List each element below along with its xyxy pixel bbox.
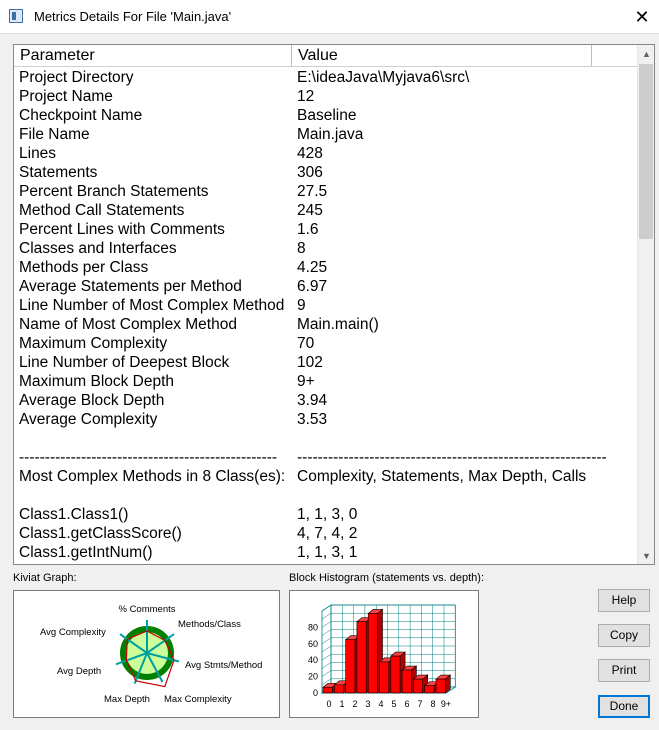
- table-row[interactable]: [14, 239, 638, 258]
- table-row[interactable]: [14, 391, 638, 410]
- window-title: Metrics Details For File 'Main.java': [34, 9, 232, 24]
- value-cell: Main.java: [297, 126, 364, 143]
- parameter-cell: Class1.getIntNum(): [19, 544, 153, 561]
- kiviat-caption: Kiviat Graph:: [13, 572, 77, 584]
- value-cell: 3.53: [297, 411, 328, 428]
- parameter-cell: File Name: [19, 126, 90, 143]
- value-cell: 12: [297, 88, 315, 105]
- table-row[interactable]: [14, 372, 638, 391]
- kiviat-label-max-depth: Max Depth: [104, 694, 150, 705]
- kiviat-label-avg-stmts: Avg Stmts/Method: [185, 660, 263, 671]
- parameter-cell: Line Number of Deepest Block: [19, 354, 230, 371]
- histogram-svg: [290, 591, 478, 717]
- histogram-caption: Block Histogram (statements vs. depth):: [289, 572, 485, 584]
- parameter-cell: Average Complexity: [19, 411, 158, 428]
- table-row[interactable]: [14, 410, 638, 429]
- table-row[interactable]: [14, 220, 638, 239]
- table-row[interactable]: [14, 106, 638, 125]
- histogram-x-tick-label: 0: [326, 699, 332, 709]
- value-cell: 3.94: [297, 392, 328, 409]
- parameter-cell: Classes and Interfaces: [19, 240, 177, 257]
- table-row[interactable]: [14, 201, 638, 220]
- scroll-thumb[interactable]: [639, 64, 653, 239]
- scroll-up-icon[interactable]: ▲: [642, 48, 651, 59]
- table-row[interactable]: [14, 144, 638, 163]
- close-button[interactable]: ✕: [634, 6, 650, 27]
- value-cell: 4, 7, 4, 2: [297, 525, 358, 542]
- value-cell: 1, 1, 3, 1: [297, 544, 358, 561]
- histogram-bar: [368, 613, 377, 693]
- parameter-cell: Average Block Depth: [19, 392, 165, 409]
- table-row[interactable]: [14, 505, 638, 524]
- histogram-x-tick-label: 1: [339, 699, 345, 709]
- value-cell: Baseline: [297, 107, 357, 124]
- table-row[interactable]: [14, 182, 638, 201]
- value-cell: Main.main(): [297, 316, 379, 333]
- histogram-x-tick-label: 7: [417, 699, 423, 709]
- kiviat-label-comments: % Comments: [118, 604, 176, 615]
- table-row[interactable]: [14, 467, 638, 486]
- print-button[interactable]: Print: [598, 659, 650, 682]
- histogram-y-tick-label: 0: [312, 688, 318, 698]
- value-cell: 245: [297, 202, 323, 219]
- histogram-y-tick-label: 20: [307, 671, 318, 682]
- value-cell: 102: [297, 354, 323, 371]
- table-row[interactable]: [14, 87, 638, 106]
- value-cell: 1, 1, 3, 0: [297, 506, 358, 523]
- table-row[interactable]: [14, 429, 638, 448]
- value-cell: ------------------------------------------------------------: [297, 449, 607, 466]
- kiviat-label-methods-class: Methods/Class: [178, 619, 241, 630]
- histogram-x-tick-label: 4: [378, 699, 384, 709]
- title-bar: [0, 0, 659, 34]
- parameter-cell: Class1.getClassScore(): [19, 525, 182, 542]
- histogram-bar: [346, 640, 355, 693]
- parameter-cell: Lines: [19, 145, 57, 162]
- parameter-cell: Percent Lines with Comments: [19, 221, 225, 238]
- copy-button[interactable]: Copy: [598, 624, 650, 647]
- value-cell: 428: [297, 145, 323, 162]
- parameter-cell: Maximum Block Depth: [19, 373, 175, 390]
- parameter-cell: Class1.Class1(): [19, 506, 129, 523]
- parameter-cell: Project Directory: [19, 69, 134, 86]
- scroll-down-icon[interactable]: ▼: [642, 550, 651, 561]
- histogram-bar: [334, 685, 343, 693]
- kiviat-svg: [14, 591, 279, 717]
- histogram-bar: [436, 679, 445, 693]
- parameter-cell: Most Complex Methods in 8 Class(es):: [19, 468, 286, 485]
- histogram-x-tick-label: 3: [365, 699, 371, 709]
- histogram-y-tick-label: 80: [307, 622, 318, 633]
- table-row[interactable]: [14, 277, 638, 296]
- value-cell: 306: [297, 164, 323, 181]
- histogram-bar: [323, 687, 332, 693]
- parameter-cell: Average Statements per Method: [19, 278, 242, 295]
- table-row[interactable]: [14, 125, 638, 144]
- histogram-x-tick-label: 2: [352, 699, 358, 709]
- table-row[interactable]: [14, 353, 638, 372]
- histogram-bar: [380, 662, 389, 693]
- table-row[interactable]: [14, 448, 638, 467]
- parameter-cell: Name of Most Complex Method: [19, 316, 237, 333]
- table-row[interactable]: [14, 68, 638, 87]
- value-cell: 4.25: [297, 259, 328, 276]
- metrics-list[interactable]: [13, 44, 655, 565]
- histogram-bar: [402, 670, 411, 693]
- table-row[interactable]: [14, 524, 638, 543]
- column-header-parameter[interactable]: Parameter: [14, 45, 292, 66]
- parameter-cell: --------------------------------------------------: [19, 449, 278, 466]
- parameter-cell: Project Name: [19, 88, 113, 105]
- value-cell: Complexity, Statements, Max Depth, Calls: [297, 468, 587, 485]
- parameter-cell: Checkpoint Name: [19, 107, 143, 124]
- parameter-cell: Maximum Complexity: [19, 335, 168, 352]
- parameter-cell: Line Number of Most Complex Method: [19, 297, 285, 314]
- value-cell: 1.6: [297, 221, 319, 238]
- value-cell: E:\ideaJava\Myjava6\src\: [297, 69, 470, 86]
- column-header: [14, 45, 638, 67]
- value-cell: 27.5: [297, 183, 328, 200]
- value-cell: 9: [297, 297, 306, 314]
- kiviat-label-max-complexity: Max Complexity: [164, 694, 232, 705]
- histogram-bar: [391, 656, 400, 693]
- histogram-x-tick-label: 8: [430, 699, 436, 709]
- histogram-y-tick-label: 40: [307, 655, 318, 666]
- table-row[interactable]: [14, 334, 638, 353]
- table-row[interactable]: [14, 486, 638, 505]
- done-button[interactable]: Done: [598, 695, 650, 718]
- parameter-cell: Method Call Statements: [19, 202, 185, 219]
- value-cell: 70: [297, 335, 315, 352]
- value-cell: 8: [297, 240, 306, 257]
- app-icon: [9, 9, 23, 23]
- column-header-value[interactable]: Value: [292, 45, 592, 66]
- histogram-bar: [357, 622, 366, 693]
- parameter-cell: Percent Branch Statements: [19, 183, 209, 200]
- table-row[interactable]: [14, 543, 638, 562]
- histogram-x-tick-label: 9+: [440, 699, 452, 709]
- histogram-bar: [413, 679, 422, 693]
- table-row[interactable]: [14, 258, 638, 277]
- histogram-bar: [425, 686, 434, 693]
- histogram-x-tick-label: 5: [391, 699, 397, 709]
- help-button[interactable]: Help: [598, 589, 650, 612]
- block-histogram: [289, 590, 479, 718]
- kiviat-graph: [13, 590, 280, 718]
- metrics-rows: [14, 68, 638, 565]
- table-row[interactable]: [14, 163, 638, 182]
- kiviat-label-avg-depth: Avg Depth: [57, 666, 102, 677]
- vertical-scrollbar[interactable]: [637, 45, 654, 564]
- histogram-y-tick-label: 60: [307, 638, 318, 649]
- table-row[interactable]: [14, 315, 638, 334]
- histogram-x-tick-label: 6: [404, 699, 410, 709]
- value-cell: 9+: [297, 373, 315, 390]
- parameter-cell: Statements: [19, 164, 98, 181]
- parameter-cell: Methods per Class: [19, 259, 149, 276]
- value-cell: 6.97: [297, 278, 328, 295]
- table-row[interactable]: [14, 296, 638, 315]
- kiviat-label-avg-complexity: Avg Complexity: [40, 627, 106, 638]
